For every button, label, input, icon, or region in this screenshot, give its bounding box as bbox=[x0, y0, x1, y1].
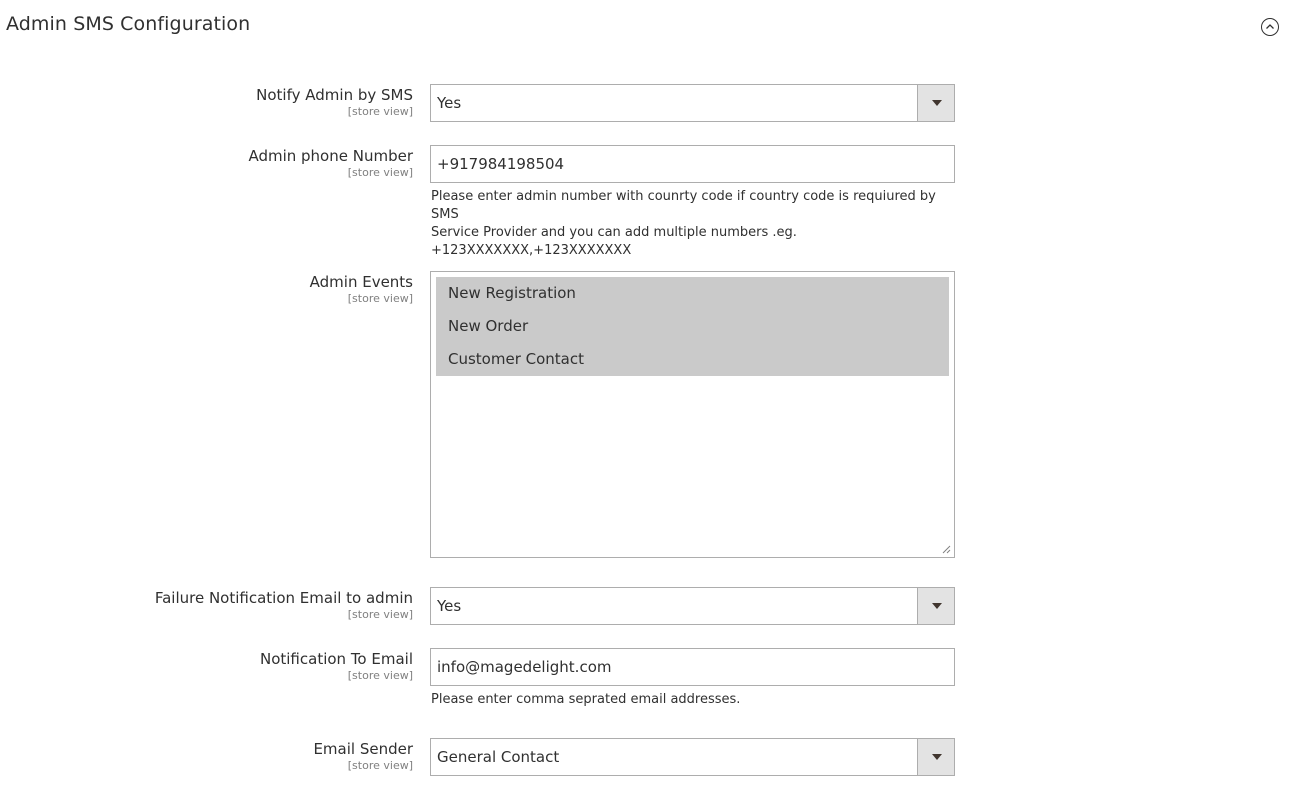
notify-admin-value: Yes bbox=[437, 94, 462, 112]
admin-phone-input[interactable] bbox=[431, 146, 954, 182]
collapse-section-button[interactable] bbox=[1261, 18, 1279, 36]
notification-email-label: Notification To Email bbox=[259, 650, 413, 668]
notification-email-input[interactable] bbox=[431, 649, 954, 685]
email-sender-value: General Contact bbox=[437, 748, 560, 766]
admin-phone-note-line-1: Please enter admin number with counrty code if country code is requiured by SMS bbox=[431, 189, 936, 222]
dropdown-arrow-icon[interactable] bbox=[917, 85, 954, 121]
admin-events-label: Admin Events bbox=[309, 273, 413, 291]
failure-notification-value: Yes bbox=[437, 597, 462, 615]
admin-phone-note bbox=[431, 188, 961, 260]
failure-notification-select[interactable] bbox=[430, 587, 955, 625]
dropdown-arrow-icon[interactable] bbox=[917, 739, 954, 775]
notification-email-scope: [store view] bbox=[347, 669, 413, 682]
admin-phone-scope: [store view] bbox=[347, 166, 413, 179]
chevron-up-icon bbox=[1265, 22, 1275, 32]
email-sender-select[interactable] bbox=[430, 738, 955, 776]
email-sender-label: Email Sender bbox=[313, 740, 413, 758]
admin-phone-note-line-3: +123XXXXXXX,+123XXXXXXX bbox=[431, 243, 632, 258]
dropdown-arrow-icon[interactable] bbox=[917, 588, 954, 624]
notify-admin-label: Notify Admin by SMS bbox=[256, 86, 413, 104]
failure-notification-scope: [store view] bbox=[347, 608, 413, 621]
notification-email-field[interactable] bbox=[430, 648, 955, 686]
admin-events-option-new-registration[interactable]: New Registration bbox=[436, 277, 949, 310]
resize-handle-icon[interactable] bbox=[941, 544, 951, 554]
admin-phone-label: Admin phone Number bbox=[248, 147, 413, 165]
notify-admin-select[interactable] bbox=[430, 84, 955, 122]
admin-events-multiselect[interactable] bbox=[430, 271, 955, 558]
admin-events-scope: [store view] bbox=[347, 292, 413, 305]
email-sender-scope: [store view] bbox=[347, 759, 413, 772]
section-title: Admin SMS Configuration bbox=[6, 13, 251, 35]
failure-notification-label: Failure Notification Email to admin bbox=[154, 589, 413, 607]
admin-phone-field[interactable] bbox=[430, 145, 955, 183]
admin-phone-note-line-2: Service Provider and you can add multiple numbers .eg. bbox=[431, 225, 797, 240]
notify-admin-scope: [store view] bbox=[347, 105, 413, 118]
admin-events-option-new-order[interactable]: New Order bbox=[436, 310, 949, 343]
admin-events-option-customer-contact[interactable]: Customer Contact bbox=[436, 343, 949, 376]
notification-email-note: Please enter comma seprated email addresses. bbox=[431, 692, 741, 707]
